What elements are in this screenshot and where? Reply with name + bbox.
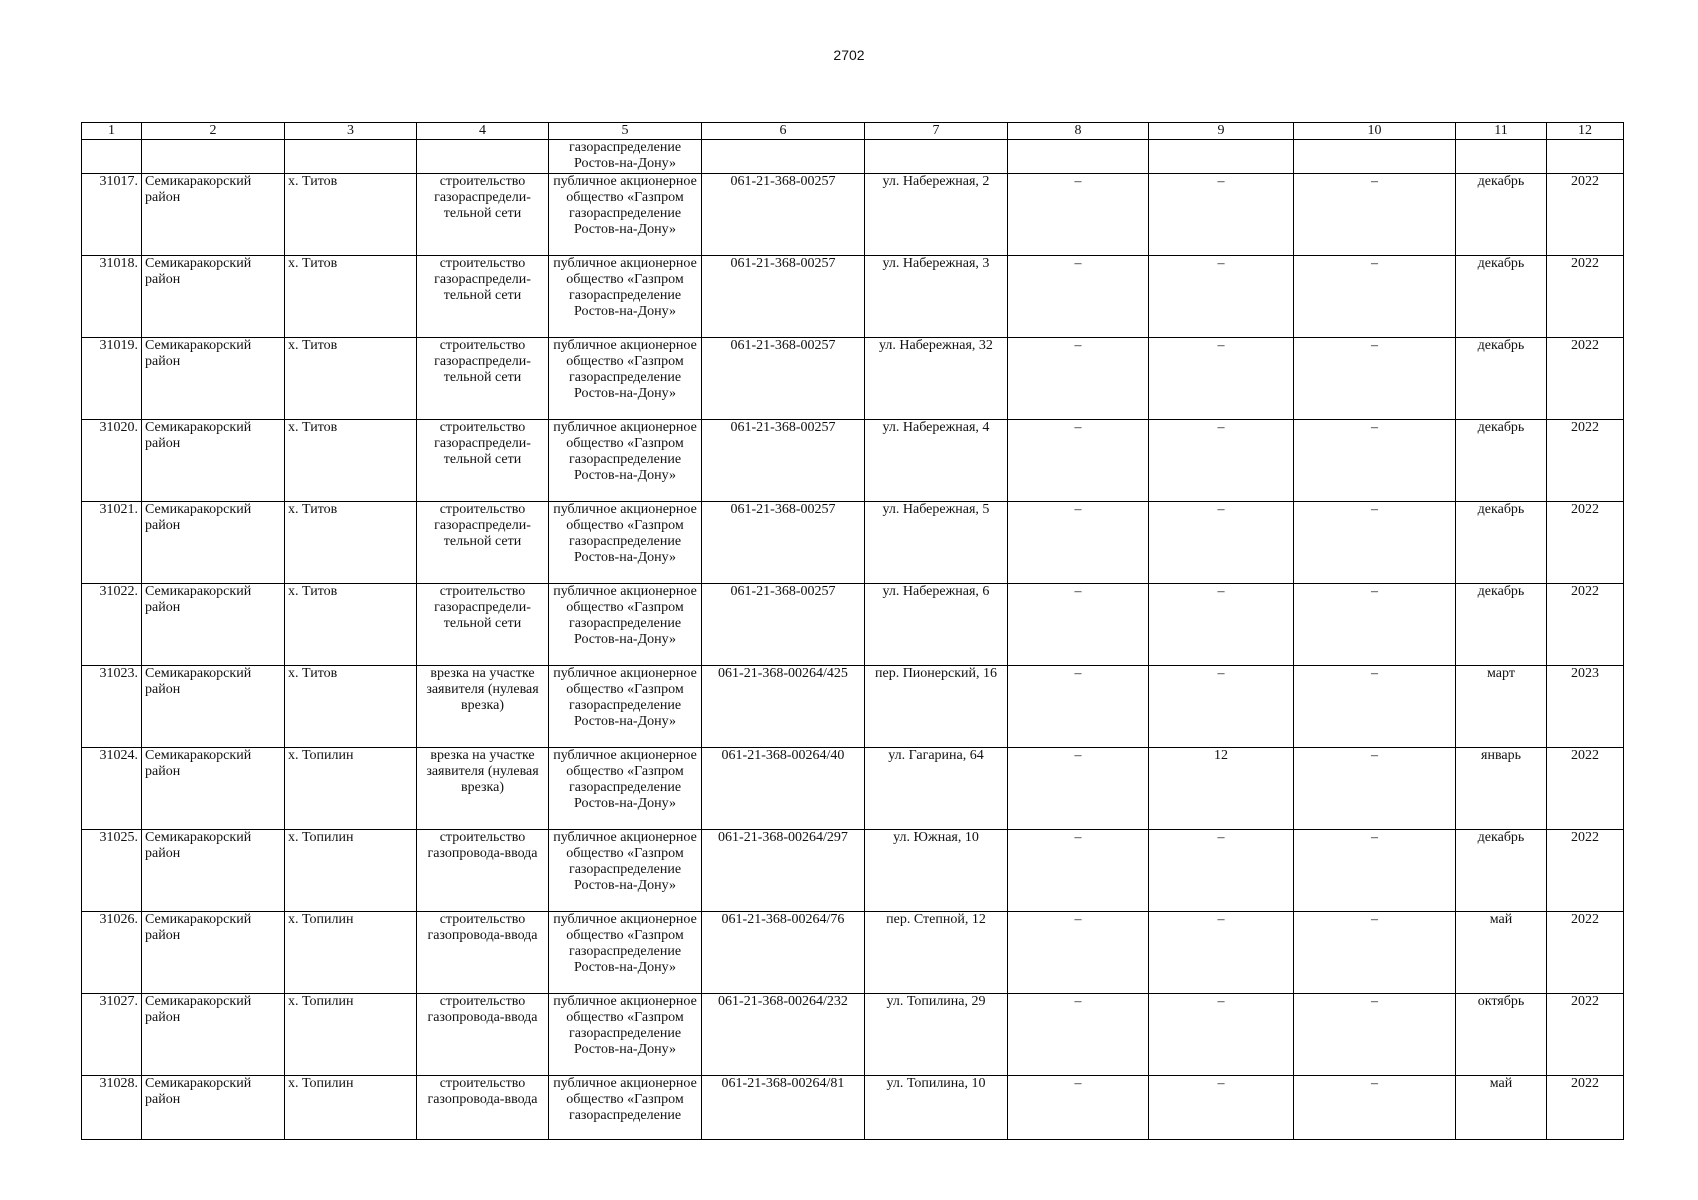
cell-address: ул. Набережная, 32 xyxy=(865,338,1008,420)
column-header: 1 xyxy=(82,123,142,140)
cell-address: ул. Набережная, 3 xyxy=(865,256,1008,338)
table-row xyxy=(82,338,1624,420)
cell-year: 2022 xyxy=(1547,830,1624,912)
cell-address: ул. Южная, 10 xyxy=(865,830,1008,912)
cell-col10: – xyxy=(1294,1076,1456,1140)
cell-address: ул. Набережная, 4 xyxy=(865,420,1008,502)
cell-month: декабрь xyxy=(1456,338,1547,420)
cell-code: 061-21-368-00264/81 xyxy=(702,1076,865,1140)
cell-address: пер. Пионерский, 16 xyxy=(865,666,1008,748)
cell-locality: х. Топилин xyxy=(285,994,417,1076)
cell-number: 31023. xyxy=(82,666,142,748)
cell-col8: – xyxy=(1008,830,1149,912)
table-row xyxy=(82,666,1624,748)
cell-organization: публичное акционерное общество «Газпром газораспределение Ростов-на-Дону» xyxy=(549,338,702,420)
cell-col8: – xyxy=(1008,174,1149,256)
cell-district: Семикаракорский район xyxy=(142,748,285,830)
cell xyxy=(1149,140,1294,174)
table-row xyxy=(82,584,1624,666)
cell-work-type: строительство газораспредели-тельной сети xyxy=(417,174,549,256)
cell-month: январь xyxy=(1456,748,1547,830)
cell-district: Семикаракорский район xyxy=(142,174,285,256)
cell-work-type: строительство газопровода-ввода xyxy=(417,912,549,994)
cell-work-type: врезка на участке заявителя (нулевая врезка) xyxy=(417,666,549,748)
column-header: 7 xyxy=(865,123,1008,140)
table-row xyxy=(82,1076,1624,1140)
cell-year: 2022 xyxy=(1547,420,1624,502)
cell-col10: – xyxy=(1294,338,1456,420)
cell-month: март xyxy=(1456,666,1547,748)
cell-number: 31020. xyxy=(82,420,142,502)
column-header: 11 xyxy=(1456,123,1547,140)
cell-number: 31025. xyxy=(82,830,142,912)
cell-col10: – xyxy=(1294,666,1456,748)
cell-locality: х. Титов xyxy=(285,584,417,666)
cell xyxy=(1456,140,1547,174)
table-row xyxy=(82,256,1624,338)
column-header: 4 xyxy=(417,123,549,140)
table-row xyxy=(82,174,1624,256)
cell-work-type: строительство газораспредели-тельной сети xyxy=(417,502,549,584)
cell-district: Семикаракорский район xyxy=(142,912,285,994)
cell-year: 2022 xyxy=(1547,584,1624,666)
cell-organization: публичное акционерное общество «Газпром газораспределение Ростов-на-Дону» xyxy=(549,256,702,338)
cell-col9: – xyxy=(1149,174,1294,256)
column-header: 12 xyxy=(1547,123,1624,140)
cell xyxy=(1294,140,1456,174)
cell-code: 061-21-368-00257 xyxy=(702,174,865,256)
table-row xyxy=(82,994,1624,1076)
cell-code: 061-21-368-00264/425 xyxy=(702,666,865,748)
cell-col9: – xyxy=(1149,420,1294,502)
column-header: 8 xyxy=(1008,123,1149,140)
cell-col9: – xyxy=(1149,256,1294,338)
cell-number: 31027. xyxy=(82,994,142,1076)
cell-code: 061-21-368-00257 xyxy=(702,584,865,666)
cell-organization: публичное акционерное общество «Газпром газораспределение Ростов-на-Дону» xyxy=(549,420,702,502)
cell-work-type: строительство газораспредели-тельной сети xyxy=(417,584,549,666)
cell-year: 2022 xyxy=(1547,256,1624,338)
cell-organization: публичное акционерное общество «Газпром газораспределение Ростов-на-Дону» xyxy=(549,994,702,1076)
table-row xyxy=(82,748,1624,830)
cell-number: 31026. xyxy=(82,912,142,994)
cell-work-type: строительство газопровода-ввода xyxy=(417,1076,549,1140)
cell-district: Семикаракорский район xyxy=(142,830,285,912)
cell-district: Семикаракорский район xyxy=(142,1076,285,1140)
cell-address: ул. Набережная, 5 xyxy=(865,502,1008,584)
cell-locality: х. Топилин xyxy=(285,1076,417,1140)
cell xyxy=(285,140,417,174)
continuation-row xyxy=(82,140,1624,174)
cell-address: ул. Набережная, 2 xyxy=(865,174,1008,256)
cell-district: Семикаракорский район xyxy=(142,584,285,666)
cell-col9: – xyxy=(1149,912,1294,994)
cell-col8: – xyxy=(1008,666,1149,748)
cell-col8: – xyxy=(1008,1076,1149,1140)
cell-address: ул. Топилина, 10 xyxy=(865,1076,1008,1140)
cell-organization: публичное акционерное общество «Газпром газораспределение xyxy=(549,1076,702,1140)
cell-code: 061-21-368-00264/76 xyxy=(702,912,865,994)
cell xyxy=(417,140,549,174)
cell-number: 31017. xyxy=(82,174,142,256)
cell-month: декабрь xyxy=(1456,830,1547,912)
column-header: 9 xyxy=(1149,123,1294,140)
cell-col10: – xyxy=(1294,748,1456,830)
cell-col8: – xyxy=(1008,256,1149,338)
cell-col10: – xyxy=(1294,420,1456,502)
cell-address: ул. Гагарина, 64 xyxy=(865,748,1008,830)
cell-month: декабрь xyxy=(1456,174,1547,256)
cell-locality: х. Титов xyxy=(285,256,417,338)
cell-locality: х. Титов xyxy=(285,666,417,748)
cell-col10: – xyxy=(1294,502,1456,584)
column-header: 5 xyxy=(549,123,702,140)
cell-month: октябрь xyxy=(1456,994,1547,1076)
cell-col9: – xyxy=(1149,666,1294,748)
cell-organization: публичное акционерное общество «Газпром газораспределение Ростов-на-Дону» xyxy=(549,748,702,830)
cell-month: декабрь xyxy=(1456,502,1547,584)
cell-work-type: строительство газопровода-ввода xyxy=(417,994,549,1076)
cell-number: 31022. xyxy=(82,584,142,666)
cell-code: 061-21-368-00257 xyxy=(702,420,865,502)
cell-code: 061-21-368-00264/40 xyxy=(702,748,865,830)
cell-code: 061-21-368-00257 xyxy=(702,256,865,338)
cell-organization: газораспределение Ростов-на-Дону» xyxy=(549,140,702,174)
cell-locality: х. Титов xyxy=(285,502,417,584)
cell-col8: – xyxy=(1008,912,1149,994)
cell-organization: публичное акционерное общество «Газпром газораспределение Ростов-на-Дону» xyxy=(549,502,702,584)
cell-number: 31018. xyxy=(82,256,142,338)
cell-year: 2022 xyxy=(1547,174,1624,256)
cell-locality: х. Топилин xyxy=(285,830,417,912)
cell-col10: – xyxy=(1294,584,1456,666)
cell-organization: публичное акционерное общество «Газпром газораспределение Ростов-на-Дону» xyxy=(549,174,702,256)
table-row xyxy=(82,502,1624,584)
cell-number: 31021. xyxy=(82,502,142,584)
cell-locality: х. Титов xyxy=(285,338,417,420)
column-header: 6 xyxy=(702,123,865,140)
cell-col8: – xyxy=(1008,420,1149,502)
cell-work-type: врезка на участке заявителя (нулевая врезка) xyxy=(417,748,549,830)
cell-month: декабрь xyxy=(1456,420,1547,502)
cell-col10: – xyxy=(1294,174,1456,256)
cell-month: май xyxy=(1456,912,1547,994)
cell-col9: 12 xyxy=(1149,748,1294,830)
cell xyxy=(702,140,865,174)
cell-locality: х. Топилин xyxy=(285,912,417,994)
column-header: 10 xyxy=(1294,123,1456,140)
cell-col8: – xyxy=(1008,502,1149,584)
cell-col10: – xyxy=(1294,256,1456,338)
cell-organization: публичное акционерное общество «Газпром газораспределение Ростов-на-Дону» xyxy=(549,584,702,666)
cell-work-type: строительство газораспредели-тельной сети xyxy=(417,420,549,502)
cell xyxy=(1547,140,1624,174)
cell-code: 061-21-368-00264/232 xyxy=(702,994,865,1076)
cell-col8: – xyxy=(1008,748,1149,830)
table-row xyxy=(82,912,1624,994)
cell-col9: – xyxy=(1149,1076,1294,1140)
cell-col8: – xyxy=(1008,994,1149,1076)
cell-month: декабрь xyxy=(1456,256,1547,338)
cell-col10: – xyxy=(1294,912,1456,994)
column-header: 3 xyxy=(285,123,417,140)
cell-number: 31028. xyxy=(82,1076,142,1140)
cell-year: 2023 xyxy=(1547,666,1624,748)
cell-col9: – xyxy=(1149,830,1294,912)
cell-col10: – xyxy=(1294,994,1456,1076)
cell-organization: публичное акционерное общество «Газпром газораспределение Ростов-на-Дону» xyxy=(549,830,702,912)
cell-number: 31024. xyxy=(82,748,142,830)
cell-organization: публичное акционерное общество «Газпром газораспределение Ростов-на-Дону» xyxy=(549,912,702,994)
cell-col9: – xyxy=(1149,338,1294,420)
cell-year: 2022 xyxy=(1547,338,1624,420)
cell-code: 061-21-368-00257 xyxy=(702,338,865,420)
cell-month: декабрь xyxy=(1456,584,1547,666)
cell-address: ул. Топилина, 29 xyxy=(865,994,1008,1076)
cell-address: пер. Степной, 12 xyxy=(865,912,1008,994)
cell-month: май xyxy=(1456,1076,1547,1140)
cell-district: Семикаракорский район xyxy=(142,338,285,420)
cell-col8: – xyxy=(1008,584,1149,666)
cell xyxy=(1008,140,1149,174)
cell xyxy=(865,140,1008,174)
cell-code: 061-21-368-00264/297 xyxy=(702,830,865,912)
cell-district: Семикаракорский район xyxy=(142,420,285,502)
cell-locality: х. Топилин xyxy=(285,748,417,830)
cell xyxy=(82,140,142,174)
cell-work-type: строительство газораспредели-тельной сети xyxy=(417,256,549,338)
cell-locality: х. Титов xyxy=(285,420,417,502)
cell-locality: х. Титов xyxy=(285,174,417,256)
cell-district: Семикаракорский район xyxy=(142,502,285,584)
table-row xyxy=(82,830,1624,912)
cell-year: 2022 xyxy=(1547,502,1624,584)
cell-year: 2022 xyxy=(1547,1076,1624,1140)
cell-district: Семикаракорский район xyxy=(142,994,285,1076)
cell-district: Семикаракорский район xyxy=(142,256,285,338)
table-row xyxy=(82,420,1624,502)
cell-col10: – xyxy=(1294,830,1456,912)
page-number: 2702 xyxy=(833,47,865,63)
cell-col9: – xyxy=(1149,502,1294,584)
cell-district: Семикаракорский район xyxy=(142,666,285,748)
cell-year: 2022 xyxy=(1547,994,1624,1076)
cell-address: ул. Набережная, 6 xyxy=(865,584,1008,666)
cell-work-type: строительство газораспредели-тельной сети xyxy=(417,338,549,420)
cell-year: 2022 xyxy=(1547,912,1624,994)
cell-work-type: строительство газопровода-ввода xyxy=(417,830,549,912)
cell-col9: – xyxy=(1149,584,1294,666)
cell-year: 2022 xyxy=(1547,748,1624,830)
cell-number: 31019. xyxy=(82,338,142,420)
cell-code: 061-21-368-00257 xyxy=(702,502,865,584)
cell-organization: публичное акционерное общество «Газпром газораспределение Ростов-на-Дону» xyxy=(549,666,702,748)
column-number-row xyxy=(82,123,1624,140)
cell xyxy=(142,140,285,174)
cell-col8: – xyxy=(1008,338,1149,420)
column-header: 2 xyxy=(142,123,285,140)
registry-table xyxy=(81,122,1624,1140)
cell-col9: – xyxy=(1149,994,1294,1076)
